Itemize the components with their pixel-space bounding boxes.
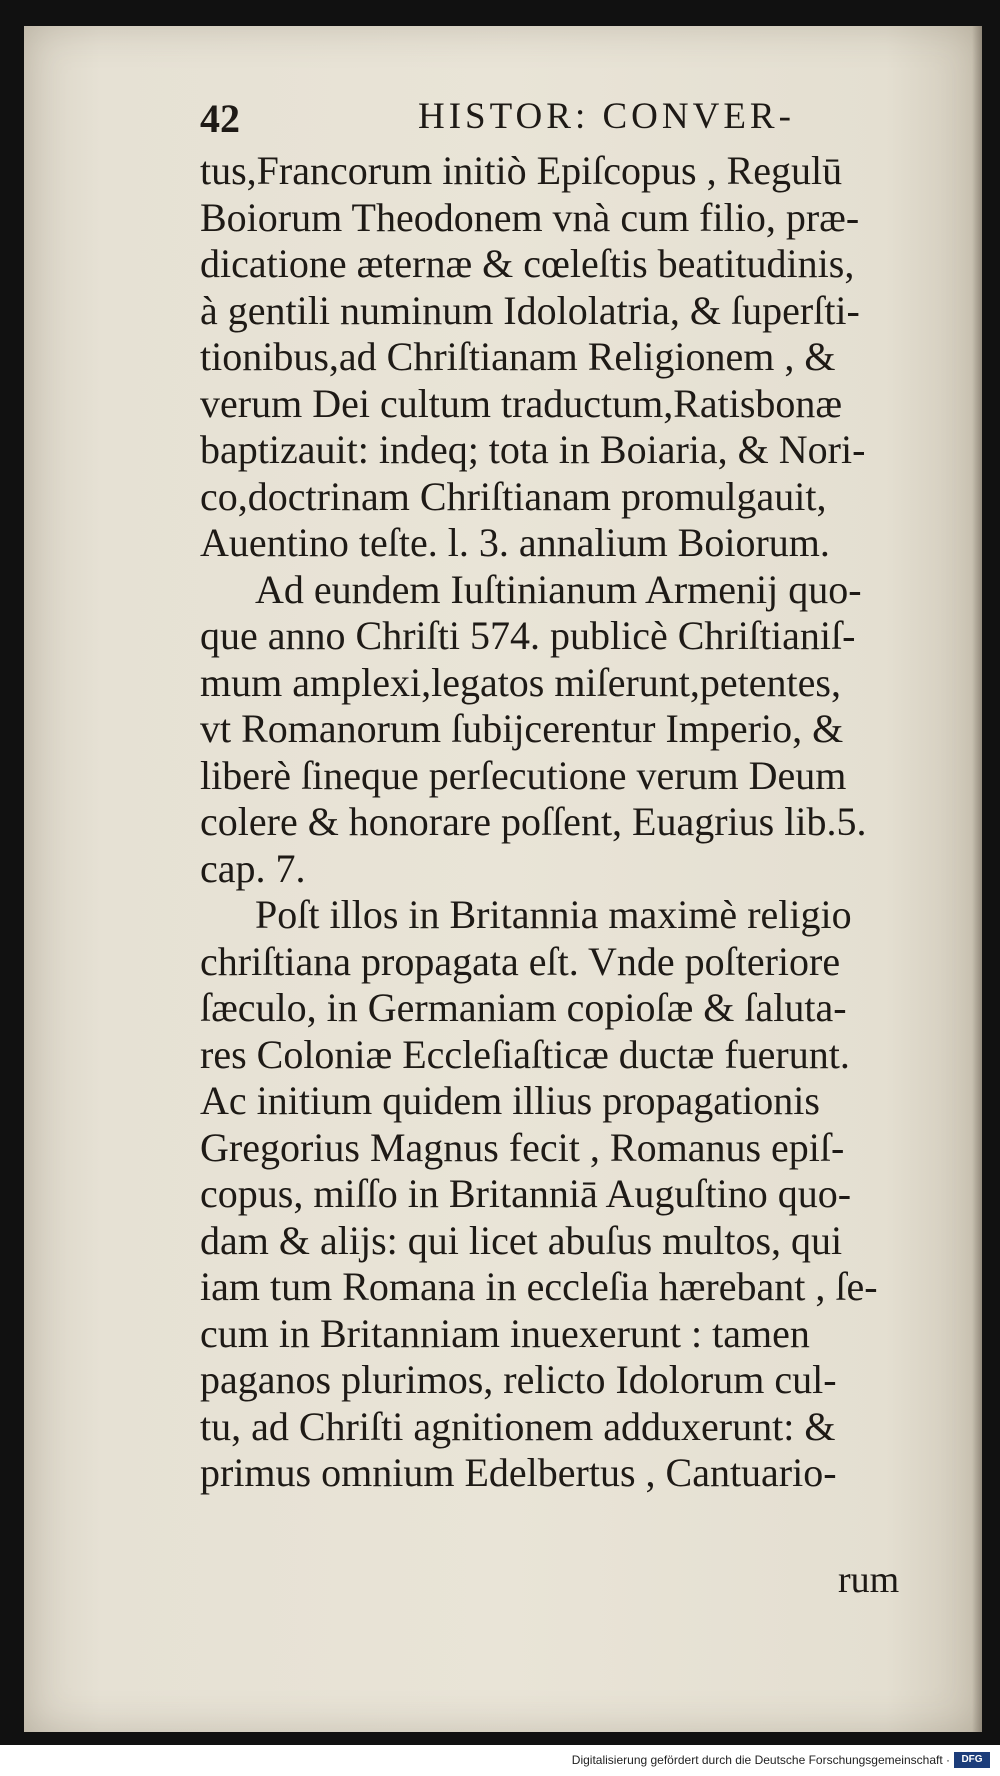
text-line: à gentili numinum Idololatria, & ſuperſti- bbox=[200, 287, 860, 333]
paragraph-start-line: Ad eundem Iuſtinianum Armenij quo- bbox=[255, 566, 862, 612]
paragraph-start-line: Poſt illos in Britannia maximè religio bbox=[255, 892, 852, 937]
dfg-logo: DFG bbox=[954, 1752, 990, 1768]
text-line: primus omnium Edelbertus , Cantuario- bbox=[200, 1450, 837, 1495]
text-line: Ac initium quidem illius propagationis bbox=[200, 1078, 820, 1123]
digitization-footer bbox=[0, 1747, 1000, 1776]
text-line: co,doctrinam Chriſtianam promulgauit, bbox=[200, 473, 827, 519]
text-line: dicatione æternæ & cœleſtis beatitudinis, bbox=[200, 241, 855, 286]
text-line: copus, miſſo in Britanniā Auguſtino quo- bbox=[200, 1171, 852, 1216]
text-line: chriſtiana propagata eſt. Vnde poſteriore bbox=[200, 938, 841, 984]
page-header bbox=[200, 95, 1000, 145]
text-line: Gregorius Magnus fecit , Romanus epiſ- bbox=[200, 1124, 845, 1170]
page-number: 42 bbox=[200, 96, 240, 141]
text-line: baptizauit: indeq; tota in Boiaria, & Nori- bbox=[200, 427, 866, 472]
text-line: liberè ſineque perſecutione verum Deum bbox=[200, 752, 847, 798]
text-line: vt Romanorum ſubijcerentur Imperio, & bbox=[200, 706, 844, 751]
text-line: dam & alijs: qui licet abuſus multos, qui bbox=[200, 1217, 843, 1263]
running-head: HISTOR: CONVER- bbox=[418, 96, 795, 137]
text-line: cum in Britanniam inuexerunt : tamen bbox=[200, 1310, 810, 1356]
text-line: res Coloniæ Eccleſiaſticæ ductæ fuerunt. bbox=[200, 1031, 850, 1077]
text-line: tus,Francorum initiò Epiſcopus , Regulū bbox=[200, 148, 843, 193]
text-line: colere & honorare poſſent, Euagrius lib.5. bbox=[200, 799, 867, 844]
text-line: paganos plurimos, relicto Idolorum cul- bbox=[200, 1357, 837, 1402]
text-line: que anno Chriſti 574. publicè Chriſtianiſ- bbox=[200, 613, 856, 658]
text-line: tu, ad Chriſti agnitionem adduxerunt: & bbox=[200, 1403, 836, 1449]
catchword: rum bbox=[838, 1559, 900, 1601]
text-line: cap. 7. bbox=[200, 845, 306, 891]
text-line: verum Dei cultum traductum,Ratisbonæ bbox=[200, 380, 843, 426]
text-line: mum amplexi,legatos miſerunt,petentes, bbox=[200, 659, 841, 705]
body-text bbox=[200, 148, 980, 1497]
text-line: Auentino teſte. l. 3. annalium Boiorum. bbox=[200, 520, 830, 565]
text-line: iam tum Romana in eccleſia hærebant , ſe- bbox=[200, 1264, 878, 1309]
text-line: tionibus,ad Chriſtianam Religionem , & bbox=[200, 334, 836, 379]
text-line: ſæculo, in Germaniam copioſæ & ſaluta- bbox=[200, 985, 847, 1030]
funding-credit: Digitalisierung gefördert durch die Deutsche Forschungsgemeinschaft · bbox=[571, 1753, 950, 1767]
text-line: Boiorum Theodonem vnà cum filio, præ- bbox=[200, 194, 860, 240]
